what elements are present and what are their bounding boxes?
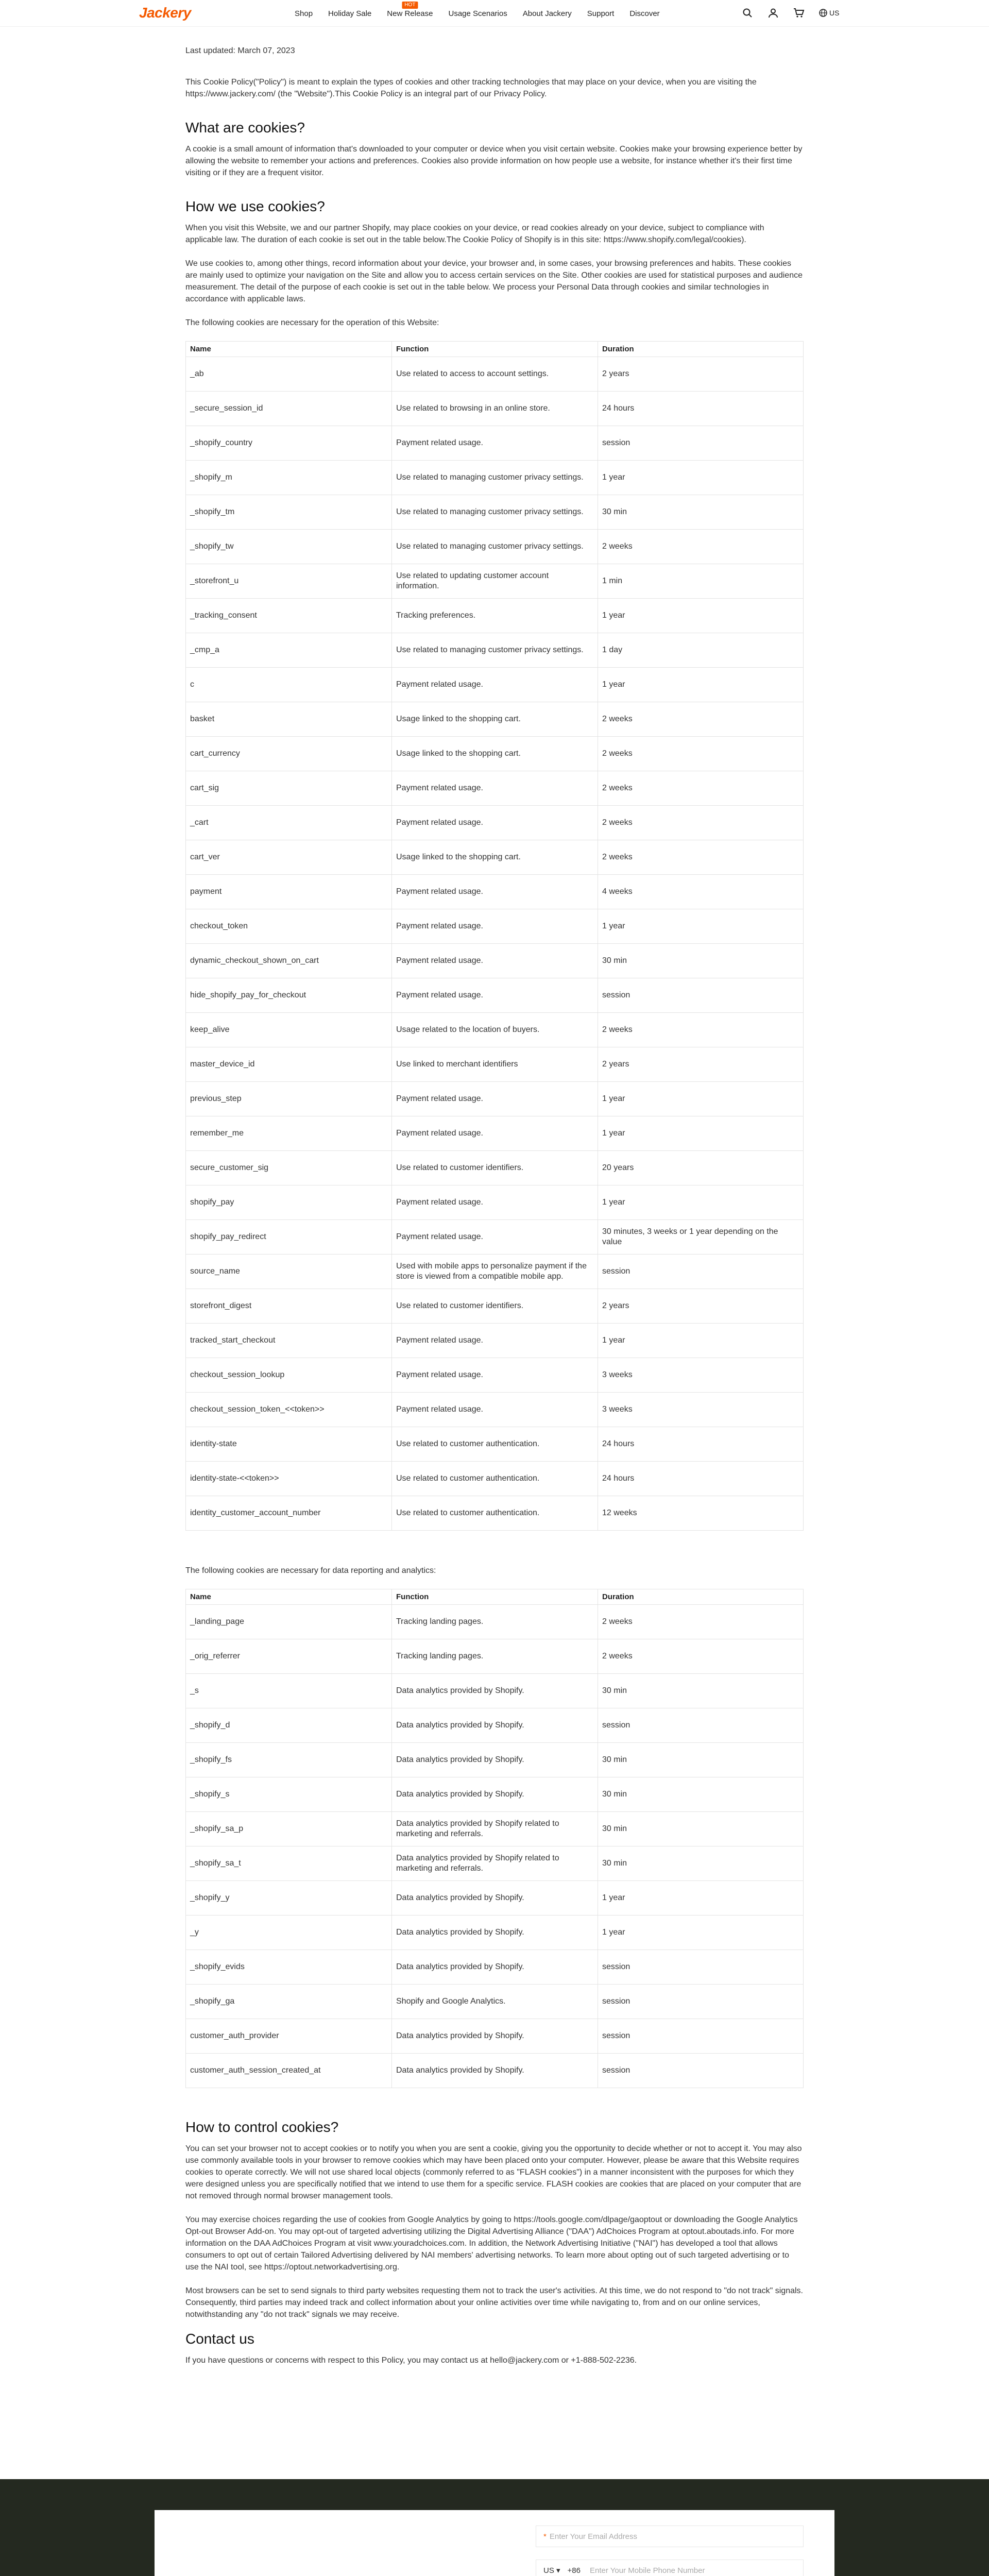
cookie-function: Payment related usage.: [392, 875, 598, 909]
cookie-duration: session: [598, 2019, 804, 2054]
cookie-name: _shopify_fs: [186, 1743, 392, 1777]
cookie-duration: 30 min: [598, 1846, 804, 1881]
table-row: [186, 771, 804, 806]
table-row: [186, 530, 804, 564]
cookie-duration: 30 min: [598, 1777, 804, 1812]
table-row: [186, 564, 804, 599]
cookie-name: checkout_token: [186, 909, 392, 944]
cookie-duration: 2 weeks: [598, 1639, 804, 1674]
search-icon[interactable]: [742, 7, 753, 19]
cookie-duration: session: [598, 1950, 804, 1985]
cookie-duration: 1 year: [598, 1881, 804, 1916]
col-function: Function: [392, 342, 598, 357]
cookie-name: _secure_session_id: [186, 392, 392, 426]
table-row: [186, 1047, 804, 1082]
cookie-name: checkout_session_lookup: [186, 1358, 392, 1393]
dial-code: +86: [567, 2566, 581, 2575]
table-row: [186, 2019, 804, 2054]
cookie-name: shopify_pay_redirect: [186, 1220, 392, 1255]
country-code-select[interactable]: US ▾: [543, 2566, 560, 2575]
cookie-duration: 24 hours: [598, 1427, 804, 1462]
table-row: [186, 1185, 804, 1220]
cookie-function: Data analytics provided by Shopify related to marketing and referrals.: [392, 1846, 598, 1881]
table-row: [186, 1743, 804, 1777]
table-row: [186, 357, 804, 392]
table-row: [186, 1812, 804, 1846]
table-row: [186, 1846, 804, 1881]
heading-control-cookies: How to control cookies?: [185, 2119, 339, 2135]
cookie-name: _storefront_u: [186, 564, 392, 599]
phone-input[interactable]: [536, 2560, 804, 2576]
cookie-duration: 1 min: [598, 564, 804, 599]
col-name: Name: [186, 1589, 392, 1605]
table-row: [186, 1950, 804, 1985]
cart-icon[interactable]: [793, 7, 805, 19]
cookie-name: _shopify_sa_t: [186, 1846, 392, 1881]
cookie-duration: 30 min: [598, 1812, 804, 1846]
cookie-function: Payment related usage.: [392, 1185, 598, 1220]
cookie-name: tracked_start_checkout: [186, 1324, 392, 1358]
table-row: [186, 702, 804, 737]
cookie-function: Payment related usage.: [392, 806, 598, 840]
cookie-function: Payment related usage.: [392, 1358, 598, 1393]
cookie-name: identity-state: [186, 1427, 392, 1462]
cookie-function: Use related to customer identifiers.: [392, 1289, 598, 1324]
cookie-name: keep_alive: [186, 1013, 392, 1047]
cookie-name: _landing_page: [186, 1605, 392, 1639]
cookie-name: identity-state-<<token>>: [186, 1462, 392, 1496]
cookie-function: Use related to customer authentication.: [392, 1462, 598, 1496]
table-row: [186, 1082, 804, 1116]
cookie-duration: 2 weeks: [598, 771, 804, 806]
cookie-name: basket: [186, 702, 392, 737]
cookie-function: Payment related usage.: [392, 771, 598, 806]
necessary-cookies-table: [185, 341, 804, 1531]
table-row: [186, 806, 804, 840]
cookie-function: Data analytics provided by Shopify.: [392, 2054, 598, 2088]
cookie-function: Data analytics provided by Shopify.: [392, 1881, 598, 1916]
cookie-name: payment: [186, 875, 392, 909]
contact-paragraph: If you have questions or concerns with respect to this Policy, you may contact us at hello@jackery.com or +1-888-502-2236.: [185, 2356, 637, 2365]
cookie-name: _ab: [186, 357, 392, 392]
nav-item-shop[interactable]: [287, 0, 320, 27]
cookie-duration: session: [598, 1708, 804, 1743]
cookie-duration: 2 weeks: [598, 1013, 804, 1047]
cookie-duration: 1 year: [598, 461, 804, 495]
table-row: [186, 1777, 804, 1812]
cookie-function: Use linked to merchant identifiers: [392, 1047, 598, 1082]
cookie-function: Usage linked to the shopping cart.: [392, 840, 598, 875]
nav-item-new-release[interactable]: [379, 0, 440, 27]
cookie-name: previous_step: [186, 1082, 392, 1116]
table-row: [186, 668, 804, 702]
cookie-duration: 2 weeks: [598, 702, 804, 737]
cookie-name: customer_auth_session_created_at: [186, 2054, 392, 2088]
cookie-duration: 1 year: [598, 1185, 804, 1220]
cookie-function: Usage linked to the shopping cart.: [392, 737, 598, 771]
cookie-name: _s: [186, 1674, 392, 1708]
cookie-duration: 2 years: [598, 357, 804, 392]
table-row: [186, 633, 804, 668]
table-row: [186, 1324, 804, 1358]
table-row: [186, 978, 804, 1013]
cookie-duration: 1 year: [598, 909, 804, 944]
nav-label: Support: [587, 9, 615, 18]
analytics-cookies-table: [185, 1589, 804, 2088]
cookie-function: Payment related usage.: [392, 909, 598, 944]
col-function: Function: [392, 1589, 598, 1605]
email-input[interactable]: [536, 2526, 804, 2547]
cookie-duration: 1 year: [598, 1116, 804, 1151]
cookie-duration: session: [598, 426, 804, 461]
email-placeholder: Enter Your Email Address: [549, 2532, 637, 2541]
phone-placeholder: Enter Your Mobile Phone Number: [590, 2566, 705, 2575]
what-paragraph: A cookie is a small amount of information that's downloaded to your computer or device when you visit certain website. Cookies make your browsing experience better by allowing the website to remember your actions and preferences. Cookies also provide information on how people use a website, for instance whether it's their first time visiting or if they are a frequent visitor.: [185, 145, 803, 177]
table-row: [186, 944, 804, 978]
nav-label: New Release: [387, 9, 433, 18]
cookie-function: Data analytics provided by Shopify.: [392, 1777, 598, 1812]
cookie-name: _shopify_y: [186, 1881, 392, 1916]
table-row: [186, 1985, 804, 2019]
how-paragraph-1: When you visit this Website, we and our partner Shopify, may place cookies on your device, or read cookies already on your device, subject to compliance with applicable law. The duration of each cookie is set out in the table below.The Cookie Policy of Shopify is in this site: https://www.shopify.com/legal/cookies).: [185, 224, 764, 244]
cookie-function: Payment related usage.: [392, 1220, 598, 1255]
control-paragraph-3: Most browsers can be set to send signals to third party websites requesting them not to track the user's activities. At this time, we do not respond to "do not track" signals. Consequently, third parties may indeed track and collect information about your online activities over time while navigating to, from and on our online services, notwithstanding any "do not track" signals we may receive.: [185, 2286, 803, 2319]
table-row: [186, 495, 804, 530]
last-updated: Last updated: March 07, 2023: [185, 46, 295, 55]
cookie-duration: 1 year: [598, 668, 804, 702]
cookie-name: _shopify_tw: [186, 530, 392, 564]
cookie-function: Use related to customer authentication.: [392, 1427, 598, 1462]
cookie-function: Payment related usage.: [392, 426, 598, 461]
cookie-function: Use related to managing customer privacy settings.: [392, 530, 598, 564]
cookie-duration: 2 weeks: [598, 840, 804, 875]
required-asterisk: *: [543, 2532, 547, 2541]
cookie-duration: 3 weeks: [598, 1393, 804, 1427]
nav-label: Shop: [295, 9, 313, 18]
table-row: [186, 599, 804, 633]
site-header: [0, 0, 989, 27]
col-duration: Duration: [598, 1589, 804, 1605]
cookie-duration: 2 years: [598, 1289, 804, 1324]
cookie-name: secure_customer_sig: [186, 1151, 392, 1185]
cookie-duration: 1 year: [598, 599, 804, 633]
table-row: [186, 426, 804, 461]
cookie-name: master_device_id: [186, 1047, 392, 1082]
table-row: [186, 1289, 804, 1324]
cookie-duration: 2 weeks: [598, 806, 804, 840]
cookie-function: Payment related usage.: [392, 1393, 598, 1427]
cookie-duration: 1 day: [598, 633, 804, 668]
cookie-function: Payment related usage.: [392, 668, 598, 702]
nav-label: Usage Scenarios: [448, 9, 507, 18]
control-paragraph-2: You may exercise choices regarding the use of cookies from Google Analytics by going to https://tools.google.com/dlpage/gaoptout or downloading the Google Analytics Opt-out Browser Add-on. You may opt-out of targeted advertising utilizing the Digital Advertising Alliance ("DAA") AdChoices Program at optout.aboutads.info. For more information on the DAA AdChoices Program at visit www.youradchoices.com. In addition, the Network Advertising Initiative ("NAI") has developed a tool that allows consumers to opt out of certain Tailored Advertising delivered by NAI members' advertising networks. To learn more about opting out of such targeted advertising or to use the NAI tool, see https://optout.networkadvertising.org.: [185, 2215, 798, 2272]
cookie-function: Payment related usage.: [392, 944, 598, 978]
cookie-name: cart_sig: [186, 771, 392, 806]
cookie-function: Usage linked to the shopping cart.: [392, 702, 598, 737]
cookie-name: dynamic_checkout_shown_on_cart: [186, 944, 392, 978]
cookie-name: _shopify_evids: [186, 1950, 392, 1985]
nav-item-holiday-sale[interactable]: [320, 0, 379, 27]
heading-contact: Contact us: [185, 2331, 254, 2347]
control-paragraph-1: You can set your browser not to accept cookies or to notify you when you are sent a cookie, giving you the opportunity to decide whether or not to accept it. You may also use commonly available tools in your browser to remove cookies which may have been placed onto your computer. However, please be aware that this Website requires cookies to operate correctly. We will not use shared local objects (commonly referred to as "FLASH cookies") in a manner inconsistent with the purposes for which they were designed unless you are specifically notified that we intend to use them for a specific service. FLASH cookies are cookies that are placed on your computer that are not removed through normal browser management tools.: [185, 2144, 802, 2200]
cookie-duration: 3 weeks: [598, 1358, 804, 1393]
cookie-function: Payment related usage.: [392, 1324, 598, 1358]
table-row: [186, 461, 804, 495]
nav-label: Discover: [629, 9, 660, 18]
cookie-function: Data analytics provided by Shopify.: [392, 1674, 598, 1708]
table-row: [186, 1255, 804, 1289]
cookie-name: _orig_referrer: [186, 1639, 392, 1674]
nav-label: About Jackery: [522, 9, 572, 18]
table-row: [186, 840, 804, 875]
cookie-function: Use related to customer authentication.: [392, 1496, 598, 1531]
cookie-function: Data analytics provided by Shopify.: [392, 1950, 598, 1985]
intro-paragraph: This Cookie Policy("Policy") is meant to explain the types of cookies and other tracking technologies that may place on your device, when you are visiting the https://www.jackery.com/ (the "Website").This Cookie Policy is an integral part of our Privacy Policy.: [185, 78, 757, 98]
cookie-function: Payment related usage.: [392, 978, 598, 1013]
cookie-function: Usage related to the location of buyers.: [392, 1013, 598, 1047]
cookie-name: cart_currency: [186, 737, 392, 771]
cookie-name: shopify_pay: [186, 1185, 392, 1220]
nav-label: Holiday Sale: [328, 9, 372, 18]
table-row: [186, 1708, 804, 1743]
cookie-name: _shopify_m: [186, 461, 392, 495]
cookie-policy-content: [185, 46, 804, 2366]
cookie-function: Use related to managing customer privacy settings.: [392, 495, 598, 530]
col-duration: Duration: [598, 342, 804, 357]
table-row: [186, 1116, 804, 1151]
cookie-function: Use related to browsing in an online store.: [392, 392, 598, 426]
cookie-duration: session: [598, 2054, 804, 2088]
cookie-name: _cart: [186, 806, 392, 840]
nav-item-support[interactable]: [579, 0, 622, 27]
cookie-function: Shopify and Google Analytics.: [392, 1985, 598, 2019]
table-row: [186, 1151, 804, 1185]
heading-how-we-use: How we use cookies?: [185, 198, 325, 214]
cookie-name: customer_auth_provider: [186, 2019, 392, 2054]
cookie-name: _cmp_a: [186, 633, 392, 668]
cookie-function: Data analytics provided by Shopify.: [392, 1916, 598, 1950]
cookie-name: hide_shopify_pay_for_checkout: [186, 978, 392, 1013]
cookie-name: c: [186, 668, 392, 702]
hot-badge: HOT: [402, 2, 418, 9]
cookie-duration: 2 years: [598, 1047, 804, 1082]
table-row: [186, 1462, 804, 1496]
cookie-duration: 30 min: [598, 1743, 804, 1777]
table-row: [186, 1674, 804, 1708]
table-row: [186, 1013, 804, 1047]
table-row: [186, 1358, 804, 1393]
cookie-name: _shopify_country: [186, 426, 392, 461]
nav-item-discover[interactable]: [622, 0, 667, 27]
how-paragraph-2: We use cookies to, among other things, record information about your device, your browser and, in some cases, your browsing preferences and habits. These cookies are mainly used to optimize your navigation on the Site and allow you to access certain services on the Site. Other cookies are used for statistical purposes and audience measurement. The detail of the purpose of each cookie is set out in the table below. We process your Personal Data through cookies and similar technologies in accordance with applicable laws.: [185, 259, 803, 303]
cookie-duration: 24 hours: [598, 1462, 804, 1496]
cookie-name: _shopify_d: [186, 1708, 392, 1743]
cookie-name: _y: [186, 1916, 392, 1950]
necessary-intro: The following cookies are necessary for the operation of this Website:: [185, 318, 439, 327]
cookie-function: Tracking landing pages.: [392, 1605, 598, 1639]
table-row: [186, 1916, 804, 1950]
cookie-function: Use related to updating customer account information.: [392, 564, 598, 599]
globe-icon: [819, 9, 827, 17]
table-row: [186, 392, 804, 426]
table-row: [186, 1496, 804, 1531]
cookie-duration: 24 hours: [598, 392, 804, 426]
cookie-name: _shopify_ga: [186, 1985, 392, 2019]
cookie-function: Data analytics provided by Shopify.: [392, 1708, 598, 1743]
cookie-name: cart_ver: [186, 840, 392, 875]
table-row: [186, 875, 804, 909]
table-row: [186, 1881, 804, 1916]
cookie-duration: 2 weeks: [598, 530, 804, 564]
header-actions: [742, 7, 839, 19]
cookie-name: _shopify_tm: [186, 495, 392, 530]
cookie-function: Use related to managing customer privacy settings.: [392, 633, 598, 668]
cookie-duration: 4 weeks: [598, 875, 804, 909]
col-name: Name: [186, 342, 392, 357]
cookie-duration: session: [598, 978, 804, 1013]
cookie-function: Use related to access to account settings.: [392, 357, 598, 392]
table-row: [186, 1220, 804, 1255]
cookie-function: Data analytics provided by Shopify.: [392, 2019, 598, 2054]
cookie-duration: 30 min: [598, 1674, 804, 1708]
cookie-name: remember_me: [186, 1116, 392, 1151]
cookie-function: Tracking landing pages.: [392, 1639, 598, 1674]
site-footer: [0, 2479, 989, 2576]
cookie-duration: 20 years: [598, 1151, 804, 1185]
cookie-name: storefront_digest: [186, 1289, 392, 1324]
main-nav: [287, 0, 668, 27]
cookie-name: _shopify_s: [186, 1777, 392, 1812]
cookie-name: _tracking_consent: [186, 599, 392, 633]
cookie-function: Payment related usage.: [392, 1082, 598, 1116]
cookie-duration: 1 year: [598, 1324, 804, 1358]
table-row: [186, 909, 804, 944]
cookie-duration: 12 weeks: [598, 1496, 804, 1531]
analytics-intro: The following cookies are necessary for data reporting and analytics:: [185, 1566, 436, 1575]
cookie-function: Payment related usage.: [392, 1116, 598, 1151]
nav-item-usage-scenarios[interactable]: [440, 0, 515, 27]
table-row: [186, 1605, 804, 1639]
cookie-duration: 30 minutes, 3 weeks or 1 year depending on the value: [598, 1220, 804, 1255]
region-selector[interactable]: [819, 9, 839, 17]
subscribe-card: [155, 2510, 834, 2576]
table-row: [186, 1639, 804, 1674]
cookie-duration: 2 weeks: [598, 737, 804, 771]
cookie-duration: session: [598, 1985, 804, 2019]
cookie-name: identity_customer_account_number: [186, 1496, 392, 1531]
cookie-function: Used with mobile apps to personalize payment if the store is viewed from a compatible mobile app.: [392, 1255, 598, 1289]
table-row: [186, 1427, 804, 1462]
cookie-duration: 30 min: [598, 495, 804, 530]
user-icon[interactable]: [768, 7, 779, 19]
table-row: [186, 2054, 804, 2088]
cookie-name: source_name: [186, 1255, 392, 1289]
jackery-logo[interactable]: Jackery: [139, 5, 191, 21]
cookie-function: Use related to managing customer privacy settings.: [392, 461, 598, 495]
cookie-duration: 1 year: [598, 1082, 804, 1116]
cookie-function: Data analytics provided by Shopify.: [392, 1743, 598, 1777]
cookie-duration: 30 min: [598, 944, 804, 978]
region-label: US: [829, 9, 840, 17]
cookie-name: _shopify_sa_p: [186, 1812, 392, 1846]
cookie-name: checkout_session_token_<<token>>: [186, 1393, 392, 1427]
cookie-function: Data analytics provided by Shopify related to marketing and referrals.: [392, 1812, 598, 1846]
nav-item-about-jackery[interactable]: [515, 0, 579, 27]
country-code: US: [543, 2566, 554, 2575]
heading-what-are-cookies: What are cookies?: [185, 120, 305, 135]
cookie-duration: 2 weeks: [598, 1605, 804, 1639]
cookie-function: Tracking preferences.: [392, 599, 598, 633]
cookie-duration: session: [598, 1255, 804, 1289]
cookie-function: Use related to customer identifiers.: [392, 1151, 598, 1185]
cookie-duration: 1 year: [598, 1916, 804, 1950]
table-row: [186, 737, 804, 771]
table-row: [186, 1393, 804, 1427]
